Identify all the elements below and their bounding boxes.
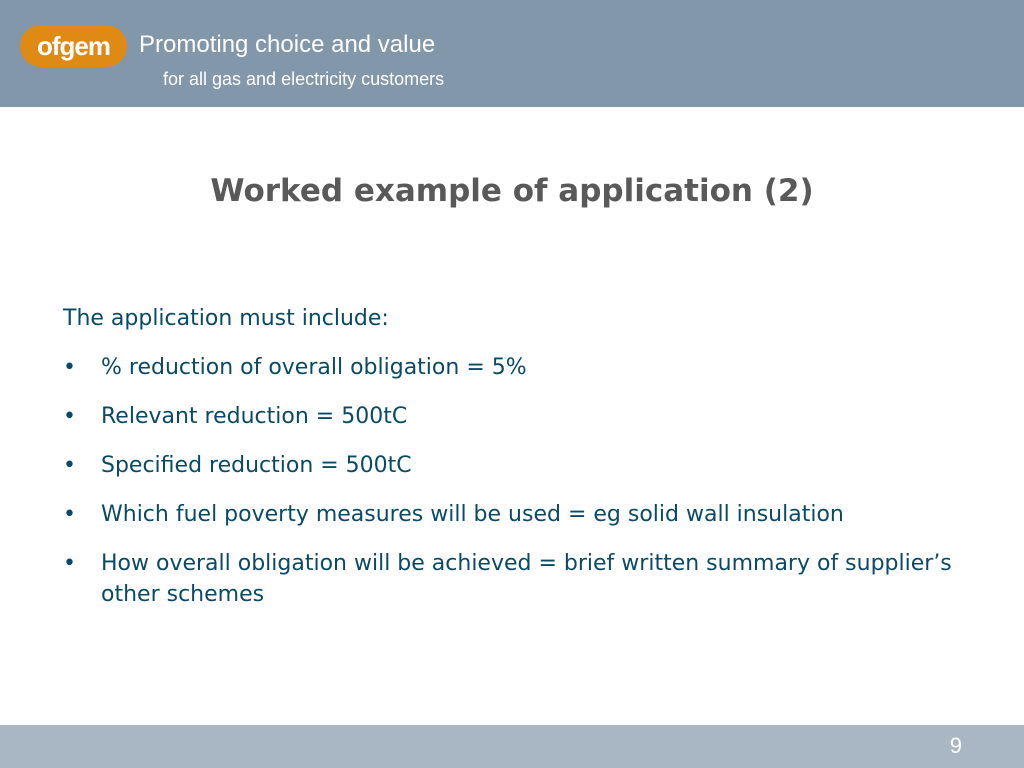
bullet-text: Which fuel poverty measures will be used = eg solid wall insulation xyxy=(101,502,844,527)
bullet-text: Relevant reduction = 500tC xyxy=(101,404,408,429)
bullet-icon: • xyxy=(63,355,76,380)
tagline: Promoting choice and value xyxy=(139,31,436,58)
bullet-text: How overall obligation will be achieved = brief written summary of supplier’s other schemes xyxy=(101,551,952,607)
bullet-icon: • xyxy=(63,453,76,478)
bullet-text: Specified reduction = 500tC xyxy=(101,453,412,478)
bullet-item xyxy=(63,401,973,432)
bullet-text: % reduction of overall obligation = 5% xyxy=(101,355,527,380)
bullet-item xyxy=(63,450,973,481)
footer-band xyxy=(0,725,1024,768)
page-number: 9 xyxy=(949,733,962,758)
header-band xyxy=(0,0,1024,107)
bullet-icon: • xyxy=(63,404,76,429)
slide-content xyxy=(63,303,973,628)
bullet-icon: • xyxy=(63,551,76,576)
slide-title: Worked example of application (2) xyxy=(210,173,814,209)
bullet-item xyxy=(63,352,973,383)
ofgem-logo xyxy=(20,25,127,67)
logo-text: ofgem xyxy=(37,31,110,61)
bullet-list xyxy=(63,352,973,610)
subtagline: for all gas and electricity customers xyxy=(163,69,445,89)
bullet-icon: • xyxy=(63,502,76,527)
bullet-item xyxy=(63,548,973,610)
intro-text: The application must include: xyxy=(63,306,389,331)
bullet-item xyxy=(63,499,973,530)
